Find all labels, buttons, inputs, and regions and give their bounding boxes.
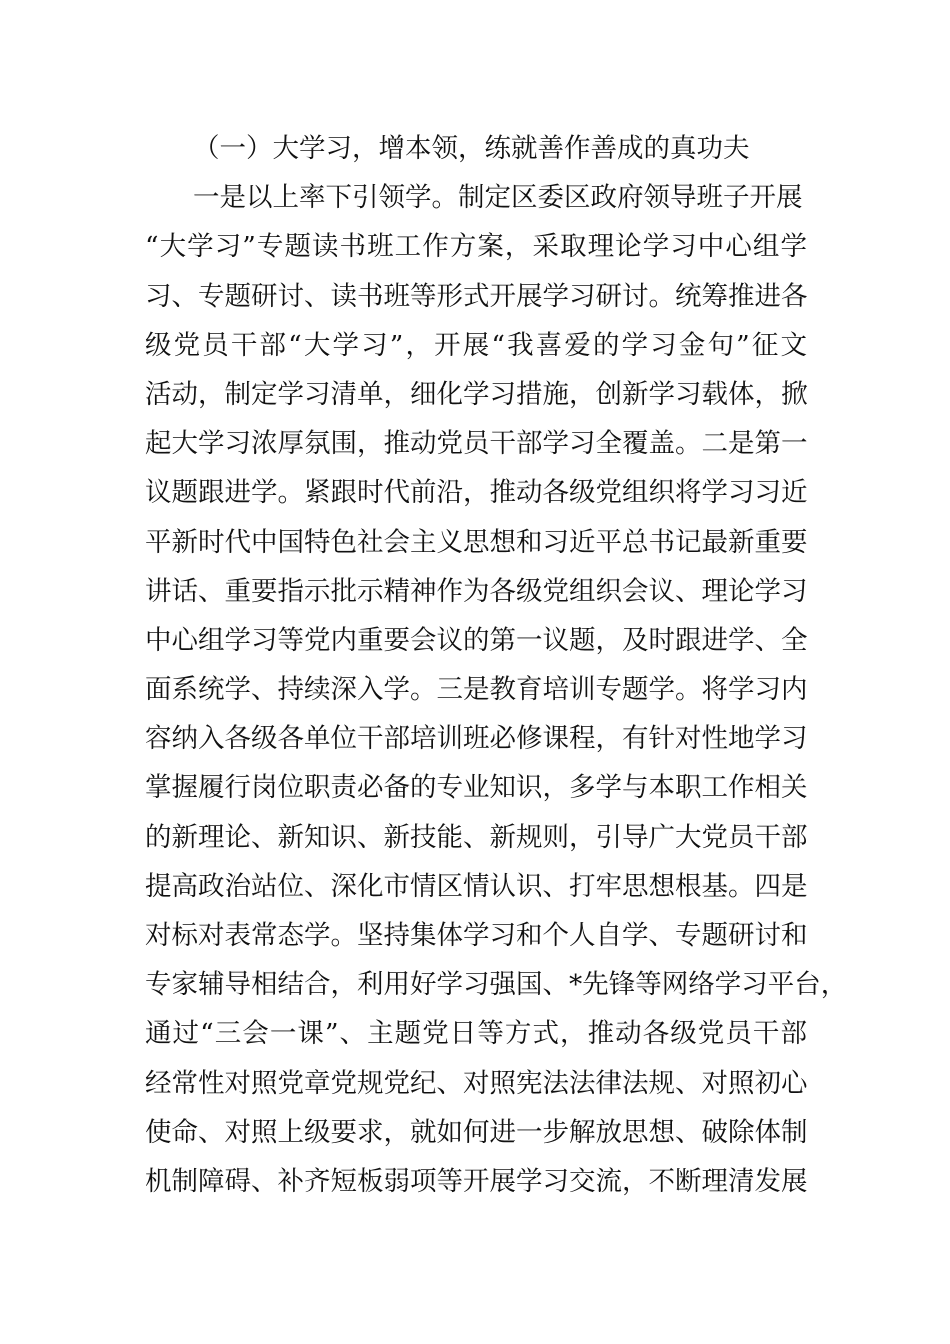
paragraph-line: 对标对表常态学。坚持集体学习和个人自学、专题研讨和	[145, 920, 808, 951]
paragraph-line: 讲话、重要指示批示精神作为各级党组织会议、理论学习	[145, 575, 808, 607]
paragraph-line: 议题跟进学。紧跟时代前沿，推动各级党组织将学习习近	[145, 477, 808, 509]
paragraph-line: 提高政治站位、深化市情区情认识、打牢思想根基。四是	[145, 870, 808, 902]
paragraph-line: 机制障碍、补齐短板弱项等开展学习交流，不断理清发展	[145, 1165, 808, 1197]
paragraph-line: 平新时代中国特色社会主义思想和习近平总书记最新重要	[145, 526, 808, 558]
paragraph-line: 通过“三会一课”、主题党日等方式，推动各级党员干部	[145, 1018, 807, 1050]
body-text	[145, 124, 848, 1206]
paragraph-line: 活动，制定学习清单，细化学习措施，创新学习载体，掀	[145, 378, 808, 410]
paragraph-line: 掌握履行岗位职责必备的专业知识，多学与本职工作相关	[145, 772, 808, 804]
paragraph-line: 面系统学、持续深入学。三是教育培训专题学。将学习内	[145, 674, 808, 706]
paragraph-line: 中心组学习等党内重要会议的第一议题，及时跟进学、全	[145, 624, 808, 656]
paragraph-line: 起大学习浓厚氛围，推动党员干部学习全覆盖。二是第一	[145, 428, 808, 460]
paragraph-line: 习、专题研讨、读书班等形式开展学习研讨。统筹推进各	[145, 280, 808, 312]
paragraph-line: “大学习”专题读书班工作方案，采取理论学习中心组学	[145, 231, 807, 263]
paragraph-line: 经常性对照党章党规党纪、对照宪法法律法规、对照初心	[145, 1067, 808, 1099]
paragraph-line: 的新理论、新知识、新技能、新规则，引导广大党员干部	[145, 821, 808, 853]
paragraph-line: 容纳入各级各单位干部培训班必修课程，有针对性地学习	[145, 723, 808, 755]
paragraph-line: 级党员干部“大学习”，开展“我喜爱的学习金句”征文	[145, 329, 807, 361]
paragraph-line: 一是以上率下引领学。制定区委区政府领导班子开展	[193, 182, 803, 214]
paragraph-line: 使命、对照上级要求，就如何进一步解放思想、破除体制	[145, 1116, 808, 1148]
section-heading: （一）大学习，增本领，练就善作善成的真功夫	[193, 133, 750, 164]
paragraph-line: 专家辅导相结合，利用好学习强国、*先锋等网络学习平台，	[145, 969, 848, 1001]
